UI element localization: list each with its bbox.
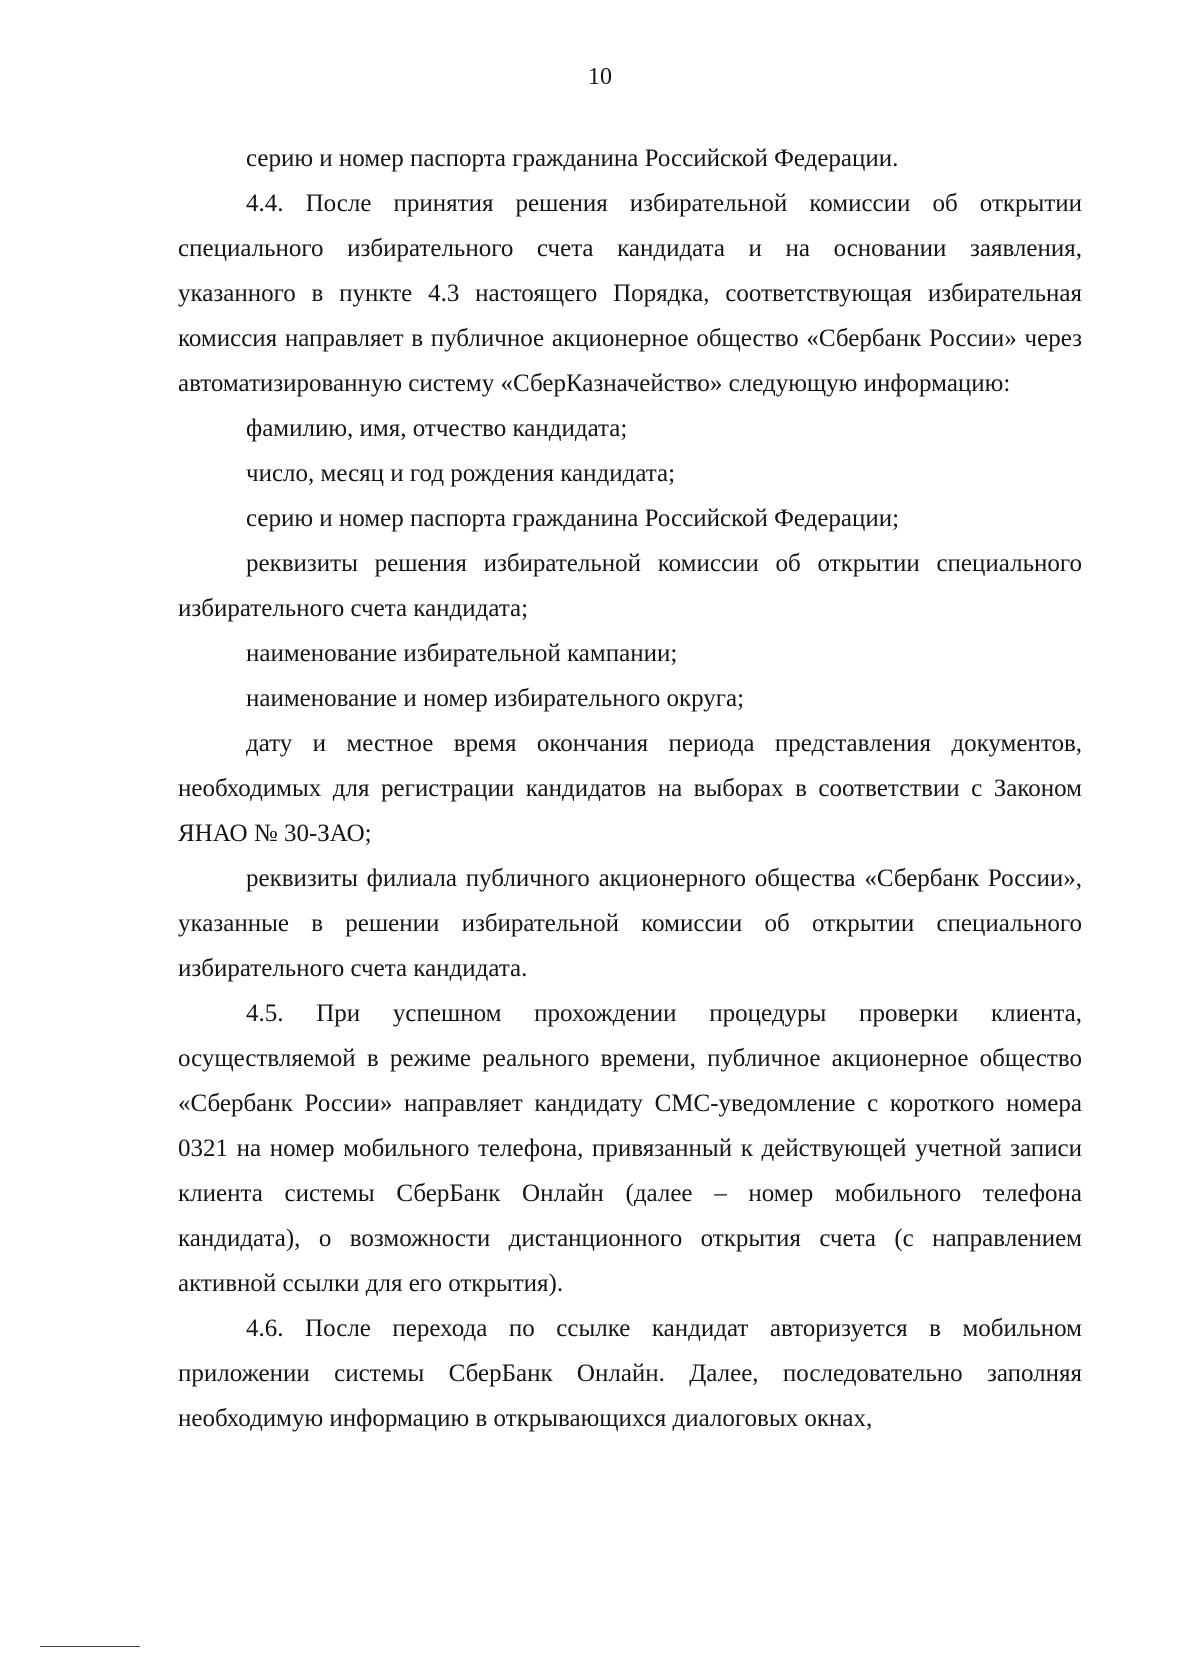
paragraph-4-4: 4.4. После принятия решения избирательной комиссии об открытии специального избирательного счета кандидата и на основании заявления, указанного в пункте 4.3 настоящего Порядка, соответствующая избирательная комиссия направляет в публичное акционерное общество «Сбербанк России» через автоматизированную систему «СберКазначейство» следующую информацию: xyxy=(178,190,1082,397)
list-item-full-name: фамилию, имя, отчество кандидата; xyxy=(246,415,628,442)
paragraph-passport-end: серию и номер паспорта гражданина Российской Федерации. xyxy=(246,145,899,172)
paragraph-4-5: 4.5. При успешном прохождении процедуры проверки клиента, осуществляемой в режиме реального времени, публичное акционерное общество «Сбербанк России» направляет кандидату СМС-уведомление с короткого номера 0321 на номер мобильного телефона, привязанный к действующей учетной записи клиента системы СберБанк Онлайн (далее – номер мобильного телефона кандидата), о возможности дистанционного открытия счета (с направлением активной ссылки для его открытия). xyxy=(178,1000,1082,1297)
paragraph-4-6: 4.6. После перехода по ссылке кандидат авторизуется в мобильном приложении системы СберБанк Онлайн. Далее, последовательно заполняя необходимую информацию в открывающихся диалоговых окнах, xyxy=(178,1315,1082,1432)
list-item-district: наименование и номер избирательного округа; xyxy=(246,685,745,712)
list-item-branch-details: реквизиты филиала публичного акционерного общества «Сбербанк России», указанные в решении избирательной комиссии об открытии специального избирательного счета кандидата. xyxy=(178,865,1082,982)
list-item-campaign-name: наименование избирательной кампании; xyxy=(246,640,678,667)
list-item-deadline: дату и местное время окончания периода представления документов, необходимых для регистрации кандидатов на выборах в соответствии с Законом ЯНАО № 30-ЗАО; xyxy=(178,730,1082,847)
list-item-passport: серию и номер паспорта гражданина Российской Федерации; xyxy=(246,505,900,532)
list-item-decision-details: реквизиты решения избирательной комиссии об открытии специального избирательного счета кандидата; xyxy=(178,550,1082,622)
list-item-birth-date: число, месяц и год рождения кандидата; xyxy=(246,460,676,487)
document-body xyxy=(178,136,1082,1441)
page-number: 10 xyxy=(588,64,612,90)
footnote-divider xyxy=(40,1646,140,1647)
